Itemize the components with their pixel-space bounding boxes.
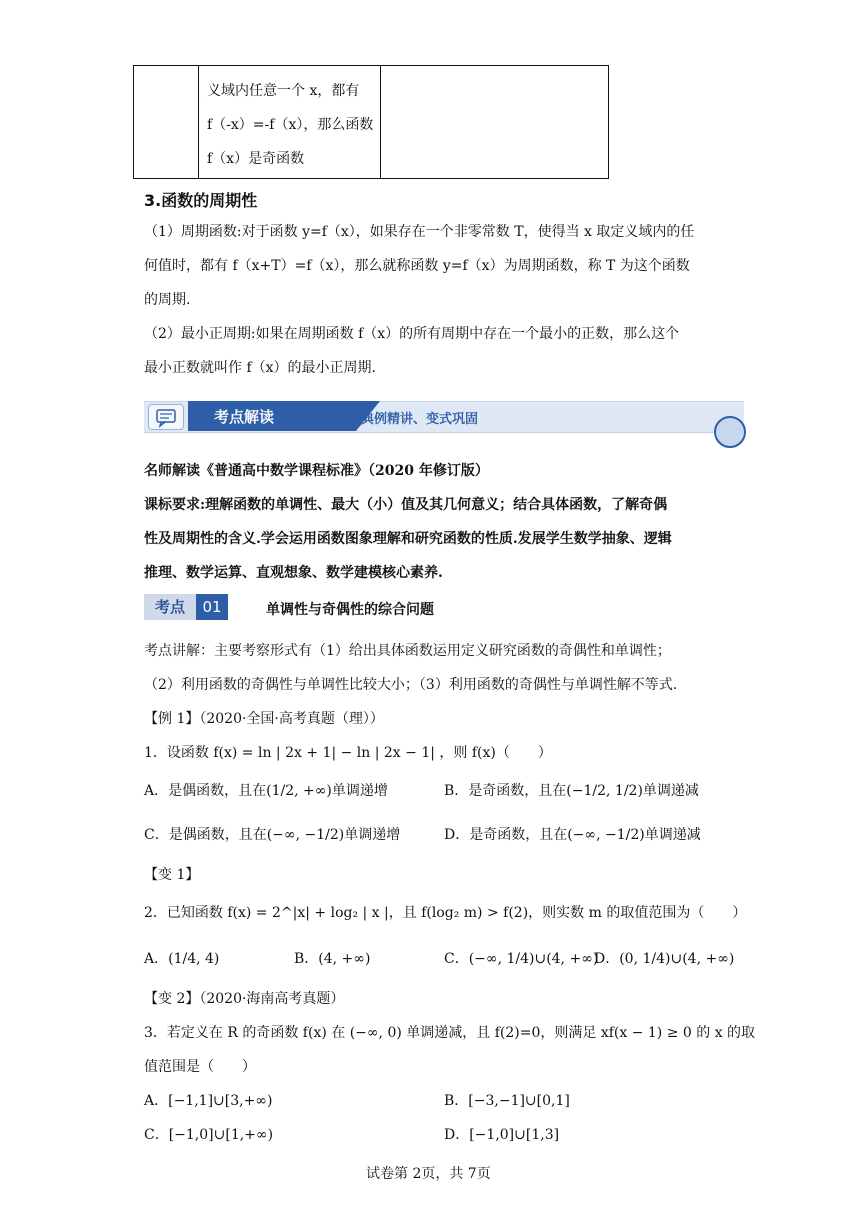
banner-subtitle: 考向分析、典例精讲、变式巩固: [296, 412, 479, 427]
variant-2-question-line-2: 值范围是（ ）: [144, 1059, 256, 1075]
variant-1-option-b: B．(4, +∞): [294, 951, 371, 967]
topic-badge-number: 01: [196, 594, 228, 620]
variant-1-option-d: D．(0, 1/4)∪(4, +∞): [594, 951, 735, 967]
min-period-line-1: （2）最小正周期:如果在周期函数 f（x）的所有周期中存在一个最小的正数，那么这个: [144, 326, 680, 342]
example-1-option-d: D．是奇函数，且在(−∞, −1/2)单调递减: [444, 827, 701, 843]
banner-title: 考点解读: [214, 408, 275, 426]
variant-2-question-line-1: 3．若定义在 R 的奇函数 f(x) 在 (−∞, 0) 单调递减，且 f(2)=0，则满足 xf(x − 1) ≥ 0 的 x 的取: [144, 1025, 756, 1041]
page-footer: 试卷第 2页，共 7页: [366, 1166, 491, 1182]
section-banner: [144, 398, 744, 434]
variant-2-option-b: B．[−3,−1]∪[0,1]: [444, 1093, 570, 1109]
example-1-question: 1．设函数 f(x) = ln | 2x + 1| − ln | 2x − 1| ，则 f(x)（ ）: [144, 745, 552, 761]
example-1-option-a: A．是偶函数，且在(1/2, +∞)单调递增: [144, 783, 388, 799]
variant-2-label: 【变 2】（2020·海南高考真题）: [144, 991, 345, 1007]
intro-line-2: 课标要求:理解函数的单调性、最大（小）值及其几何意义；结合具体函数，了解奇偶: [144, 497, 668, 513]
variant-2-option-d: D．[−1,0]∪[1,3]: [444, 1127, 560, 1143]
periodic-def-line-2: 何值时，都有 f（x+T）=f（x），那么就称函数 y=f（x）为周期函数，称 T 为这个函数: [144, 258, 690, 274]
topic-title: 单调性与奇偶性的综合问题: [266, 602, 434, 618]
table-cell-empty: [134, 66, 199, 178]
intro-line-3: 性及周期性的含义.学会运用函数图象理解和研究函数的性质.发展学生数学抽象、逻辑: [144, 531, 672, 547]
banner-circle-decoration: [714, 416, 746, 448]
example-1-option-b: B．是奇函数，且在(−1/2, 1/2)单调递减: [444, 783, 699, 799]
section-heading: 3.函数的周期性: [144, 191, 258, 210]
example-1-label: 【例 1】（2020·全国·高考真题（理））: [144, 711, 384, 727]
definition-table: [133, 65, 609, 179]
table-cell-definition: [199, 66, 381, 178]
variant-1-label: 【变 1】: [144, 867, 200, 883]
variant-1-option-c: C．(−∞, 1/4)∪(4, +∞): [444, 951, 599, 967]
variant-1-option-a: A．(1/4, 4): [144, 951, 220, 967]
intro-line-1: 名师解读《普通高中数学课程标准》（2020 年修订版）: [144, 463, 489, 479]
topic-explain-line-2: （2）利用函数的奇偶性与单调性比较大小；（3）利用函数的奇偶性与单调性解不等式.: [144, 677, 678, 693]
topic-badge: [144, 594, 228, 620]
variant-2-option-c: C．[−1,0]∪[1,+∞): [144, 1127, 274, 1143]
periodic-def-line-3: 的周期.: [144, 292, 191, 308]
min-period-line-2: 最小正数就叫作 f（x）的最小正周期.: [144, 360, 376, 376]
table-line-1: 义域内任意一个 x，都有: [207, 83, 360, 99]
table-line-3: f（x）是奇函数: [207, 151, 305, 167]
periodic-def-line-1: （1）周期函数:对于函数 y=f（x），如果存在一个非零常数 T，使得当 x 取定义域内的任: [144, 224, 695, 240]
variant-2-option-a: A．[−1,1]∪[3,+∞): [144, 1093, 273, 1109]
table-line-2: f（-x）=-f（x），那么函数: [207, 117, 374, 133]
topic-explain-line-1: 考点讲解：主要考察形式有（1）给出具体函数运用定义研究函数的奇偶性和单调性；: [144, 643, 671, 659]
intro-line-4: 推理、数学运算、直观想象、数学建模核心素养.: [144, 565, 443, 581]
chat-icon: [148, 404, 184, 430]
topic-badge-label: 考点: [144, 594, 196, 620]
example-1-option-c: C．是偶函数，且在(−∞, −1/2)单调递增: [144, 827, 401, 843]
variant-1-question: 2．已知函数 f(x) = 2^|x| + log₂ | x |，且 f(log₂ m) > f(2)，则实数 m 的取值范围为（ ）: [144, 905, 747, 921]
